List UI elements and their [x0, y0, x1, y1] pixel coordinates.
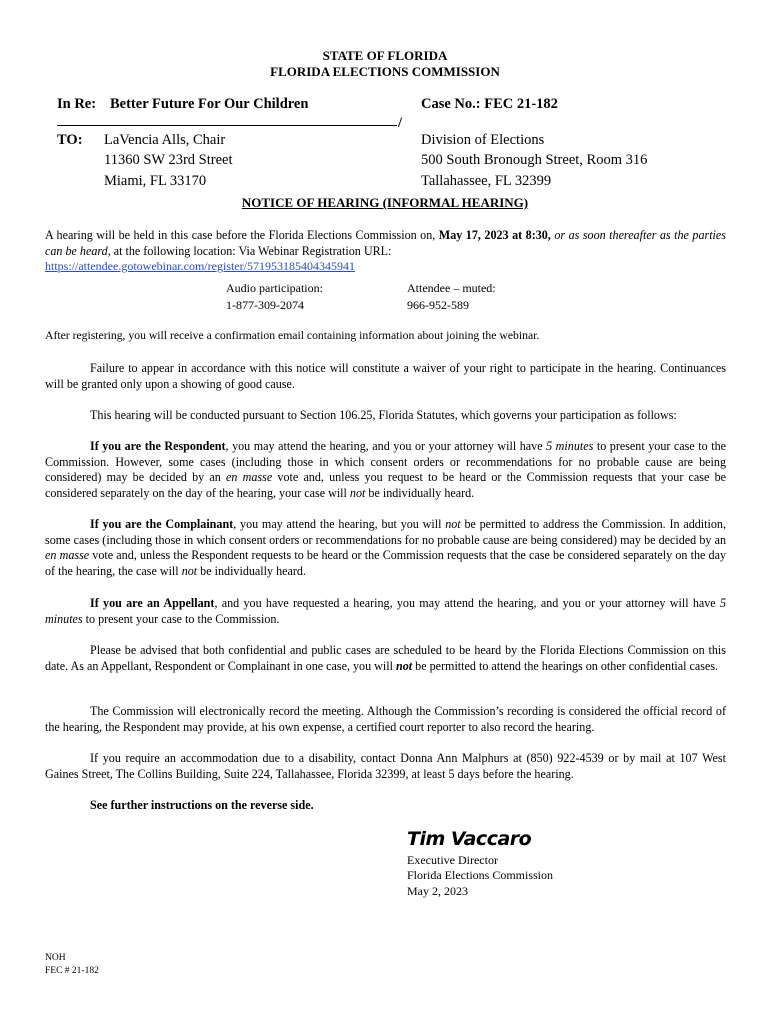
agency-name: FLORIDA ELECTIONS COMMISSION — [270, 64, 500, 79]
pursuant-text: This hearing will be conducted pursuant to Section 106.25, Florida Statutes, which governs your participation as follows: — [90, 408, 677, 422]
intro-text-2: or as soon thereafter as the parties can be heard — [45, 228, 726, 258]
after-registering: After registering, you will receive a confirmation email containing information about joining the webinar. — [45, 329, 540, 342]
respondent-lead: If you are the Respondent — [90, 439, 226, 453]
audio-number: 1-877-309-2074 — [226, 298, 304, 312]
advised-paragraph — [45, 643, 726, 674]
accommodation-text: If you require an accommodation due to a disability, contact Donna Ann Malphurs at (850) 922-4539 or by mail at 107 West Gaines Street, The Collins Building, Suite 224, Tallahassee, Florida 32399, at least 5 days before the hearing. — [45, 751, 726, 781]
hearing-date: May 17, 2023 at 8:30, — [438, 228, 551, 242]
agency-state: STATE OF FLORIDA — [322, 48, 448, 63]
from-line-2: 500 South Bronough Street, Room 316 — [421, 152, 648, 168]
in-re-label: In Re: — [57, 96, 97, 112]
complainant-paragraph — [45, 517, 726, 579]
in-re-value: Better Future For Our Children — [110, 96, 309, 112]
caption-slash: / — [398, 115, 403, 131]
record-paragraph — [45, 704, 726, 735]
footer-case-ref: FEC # 21-182 — [45, 966, 99, 976]
appellant-text-b: to present your case to the Commission. — [82, 611, 280, 626]
advised-not: not — [396, 658, 413, 673]
complainant-lead: If you are the Complainant — [90, 517, 234, 531]
respondent-paragraph — [45, 439, 726, 501]
advised-text-a: Please be advised that both confidential and public cases are scheduled to be heard by the Florida Elections Commission on this date. As an Appellant, Respondent or Complainant in one case, you will — [45, 643, 726, 673]
notice-title: NOTICE OF HEARING (INFORMAL HEARING) — [241, 195, 529, 210]
signature-date: May 2, 2023 — [407, 884, 468, 898]
appellant-text-a: , and you have requested a hearing, you may attend the hearing, and you or your attorney will have — [214, 596, 720, 610]
further-instructions: See further instructions on the reverse side. — [90, 798, 314, 812]
from-line-3: Tallahassee, FL 32399 — [421, 173, 552, 189]
respondent-text-a: , you may attend the hearing, and you or your attorney will have — [225, 439, 547, 453]
footer-form-code: NOH — [45, 953, 66, 963]
accommodation-paragraph — [45, 751, 726, 782]
signature: Tim Vaccaro — [407, 828, 532, 850]
advised-text-b: be permitted to attend the hearings on other confidential cases. — [412, 658, 719, 673]
signer-title: Executive Director — [407, 853, 498, 867]
intro-text-1: A hearing will be held in this case before the Florida Elections Commission on, — [45, 228, 439, 242]
complainant-not-1: not — [445, 517, 461, 531]
respondent-minutes: 5 minutes — [546, 439, 594, 453]
attendee-number: 966-952-589 — [407, 298, 469, 312]
complainant-text-d: be individually heard. — [197, 563, 306, 578]
caption-divider — [57, 125, 397, 126]
webinar-registration-link[interactable]: https://attendee.gotowebinar.com/register/571953185404345941 — [45, 259, 355, 274]
failure-paragraph — [45, 361, 726, 392]
respondent-text-d: be individually heard. — [365, 485, 475, 500]
intro-paragraph — [45, 228, 726, 275]
complainant-en-masse: en masse — [45, 548, 90, 563]
to-label: TO: — [57, 132, 83, 148]
complainant-text-c: vote and, unless the Respondent requests to be heard or the Commission requests that the case be considered separately on the day of the hearing, the case will — [45, 548, 726, 578]
failure-text: Failure to appear in accordance with this notice will constitute a waiver of your right to participate in the hearing. Continuances will be granted only upon a showing of good cause. — [45, 361, 726, 391]
record-text: The Commission will electronically record the meeting. Although the Commission’s recording is considered the official record of the hearing, the Respondent may provide, at his own expense, a certified court reporter to also record the hearing. — [45, 704, 726, 734]
complainant-not-2: not — [181, 563, 198, 578]
from-line-1: Division of Elections — [421, 132, 545, 148]
appellant-paragraph — [45, 596, 726, 627]
respondent-text-b: to present your case to the Commission. However, some cases (including those in which consent orders or recommendations for no probable cause are being considered) may be decided by an — [45, 439, 726, 485]
intro-text-3: , at the following location: Via Webinar Registration URL: — [107, 243, 392, 258]
complainant-text-a: , you may attend the hearing, but you will — [233, 517, 446, 531]
case-number: Case No.: FEC 21-182 — [421, 96, 558, 112]
pursuant-paragraph — [45, 408, 726, 424]
complainant-text-b: be permitted to address the Commission. In addition, some cases (including those in which consent orders or recommendations for no probable cause are being considered) may be decided by an — [45, 517, 726, 547]
appellant-minutes: 5 minutes — [45, 596, 727, 626]
respondent-text-c: vote and, unless you request to be heard or the Commission requests that your case be considered separately on the day of the hearing, your case will — [45, 470, 726, 500]
to-line-3: Miami, FL 33170 — [104, 173, 207, 189]
signer-org: Florida Elections Commission — [407, 868, 553, 882]
respondent-not: not — [349, 485, 366, 500]
to-line-2: 11360 SW 23rd Street — [104, 152, 233, 168]
audio-label: Audio participation: — [226, 281, 323, 295]
attendee-label: Attendee – muted: — [407, 281, 496, 295]
to-line-1: LaVencia Alls, Chair — [104, 132, 226, 148]
appellant-lead: If you are an Appellant — [90, 596, 215, 610]
respondent-en-masse: en masse — [226, 470, 273, 485]
